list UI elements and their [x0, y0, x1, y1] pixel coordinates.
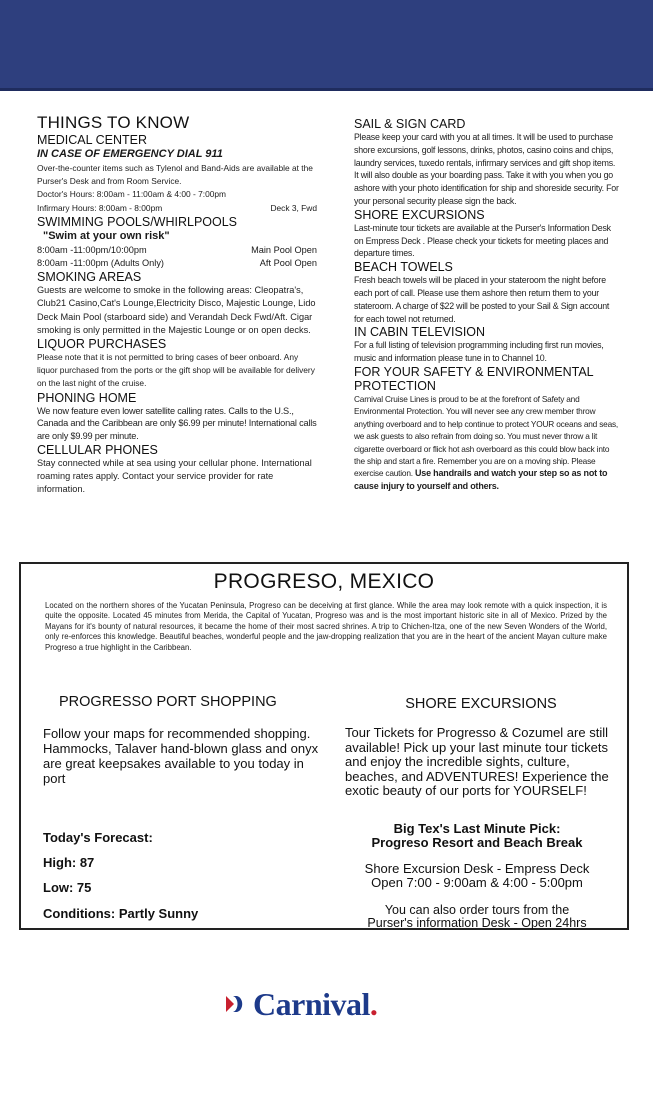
aft-pool-time: 8:00am -11:00pm (Adults Only) — [37, 258, 164, 269]
cabin-tv-title: IN CABIN TELEVISION — [354, 325, 486, 340]
last-minute-pick — [341, 822, 613, 850]
excursion-desk — [341, 862, 613, 890]
pools-quote: "Swim at your own risk" — [43, 229, 170, 242]
pick-line-1: Big Tex's Last Minute Pick: — [393, 821, 561, 836]
port-shopping-title: PROGRESSO PORT SHOPPING — [59, 694, 277, 710]
pools-title: SWIMMING POOLS/WHIRLPOOLS — [37, 214, 238, 229]
infirmary-hours-row — [37, 202, 317, 215]
smoking-title: SMOKING AREAS — [37, 270, 142, 285]
shore-excursions-text: Last-minute tour tickets are available at the Purser's Information Desk on Empress Deck . Please check your tickets for meeting places and departure times. — [354, 222, 611, 259]
infirmary-location: Deck 3, Fwd — [270, 202, 317, 213]
desk-line-1: Shore Excursion Desk - Empress Deck — [364, 861, 590, 876]
cabin-tv-text: For a full listing of television programming including first run movies, music and information please tune in to Channel 10. — [354, 340, 604, 364]
main-pool-label: Main Pool Open — [251, 244, 317, 255]
forecast-high: High: 87 — [43, 855, 95, 870]
pick-line-2: Progreso Resort and Beach Break — [371, 835, 583, 850]
main-pool-time: 8:00am -11:00pm/10:00pm — [37, 244, 147, 255]
safety-title: FOR YOUR SAFETY & ENVIRONMENTAL PROTECTION — [354, 364, 594, 393]
order-line-1: You can also order tours from the — [384, 903, 570, 917]
forecast-label: Today's Forecast: — [43, 830, 153, 845]
order-tours — [341, 904, 613, 930]
beach-towels-title: BEACH TOWELS — [354, 260, 453, 275]
progreso-intro: Located on the northern shores of the Yucatan Peninsula, Progreso can be deceiving at first glance. While the area may look remote with a quick inspection, it is quite the opposite. Located 45 minutes from Merida, the Capital of Yucatan, Progreso was and is the most important historic site in all of Mexico. Prized by the Mayans for it's bounty of natural resources, it became the home of their most sacred shrines. A trip to Chichen-Itza, one of the new Seven Wonders of the World, only re-enforces this knowledge. Beautiful beaches, wonderful people and the jaw-dropping realization that you are in the heart of the ancient Mayan culture make Progreso a true highlight in the Caribbean. — [45, 601, 607, 652]
cellular-text: Stay connected while at sea using your cellular phone. International roaming rates apply. Contact your service provider for rate information. — [37, 458, 312, 495]
port-shopping-text: Follow your maps for recommended shopping. Hammocks, Talaver hand-blown glass and onyx are great keepsakes available to you today in port — [43, 726, 319, 786]
order-line-2: Purser's information Desk - Open 24hrs — [367, 916, 587, 930]
services-column — [354, 117, 620, 492]
medical-center-title: MEDICAL CENTER — [37, 133, 147, 147]
progreso-title: PROGRESO, MEXICO — [213, 570, 435, 593]
carnival-wordmark — [253, 986, 377, 1023]
progreso-excursions-text: Tour Tickets for Progresso & Cozumel are still available! Pick up your last minute tour tickets and enjoy the incredible sights, culture, beaches, and ADVENTURES! Experience the exotic beauty of our ports for YOURSELF! — [345, 725, 609, 798]
doctor-hours: Doctor's Hours: 8:00am - 11:00am & 4:00 - 7:00pm — [37, 189, 227, 200]
desk-line-2: Open 7:00 - 9:00am & 4:00 - 5:00pm — [371, 875, 583, 890]
shore-excursions-title: SHORE EXCURSIONS — [354, 207, 485, 222]
banner-edge — [0, 88, 653, 91]
emergency-notice: IN CASE OF EMERGENCY DIAL 911 — [37, 148, 223, 160]
cellular-title: CELLULAR PHONES — [37, 443, 158, 458]
phoning-title: PHONING HOME — [37, 390, 137, 405]
carnival-funnel-icon — [225, 994, 247, 1014]
top-banner — [0, 0, 653, 90]
liquor-title: LIQUOR PURCHASES — [37, 337, 167, 352]
safety-body: Carnival Cruise Lines is proud to be at the forefront of Safety and Environmental Protection. You will never see any crew member throw anything overboard and to help continue to protect YOUR oceans and seas, we ask guests to also refrain from doing so. You must never throw a lit cigarette overboard or flick hot ash overboard as this could blow back into the ship and start a fire. Remember you are on a moving ship. Please exercise caution. — [354, 393, 619, 479]
safety-text — [354, 393, 620, 492]
liquor-text: Please note that it is not permitted to bring cases of beer onboard. Any liquor purchased from the ports or the gift shop will be available for delivery on the last night of the cruise. — [37, 352, 315, 389]
forecast-low: Low: 75 — [43, 880, 92, 895]
progreso-excursions-title: SHORE EXCURSIONS — [405, 696, 557, 712]
smoking-text: Guests are welcome to smoke in the following areas: Cleopatra's, Club21 Casino,Cat's Lounge,Electricity Disco, Majestic Lounge, Lido Deck Main Pool (starboard side) and Verandah Deck Fwd/Aft. Cigar smoking is only permitted in the Majestic Lounge or on open decks. — [37, 285, 316, 335]
phoning-text: We now feature even lower satellite calling rates. Calls to the U.S., Canada and the Caribbean are only $6.99 per minute! International calls are only $9.99 per minute. — [37, 405, 317, 442]
safety-bold-note: Use handrails and watch your step so as not to cause injury to yourself and others. — [354, 468, 608, 491]
pool-hours-row-1 — [37, 244, 317, 257]
sail-sign-text: Please keep your card with you at all times. It will be used to purchase shore excursions, golf lessons, drinks, photos, casino coins and chips, laundry services, tuxedo rentals, infirmary services and gift shop items. It will also double as your boarding pass. Take it with you when you go ashore with your photo identification for ship and shoreside security. For your personal security please sign the back. — [354, 132, 619, 206]
sail-sign-title: SAIL & SIGN CARD — [354, 117, 466, 131]
aft-pool-label: Aft Pool Open — [259, 258, 317, 269]
carnival-wordmark-text: Carnival — [253, 985, 370, 1022]
forecast-conditions: Conditions: Partly Sunny — [43, 906, 199, 921]
progreso-box — [19, 562, 629, 930]
carnival-wordmark-dot: . — [369, 985, 378, 1022]
things-to-know-column — [37, 113, 317, 497]
pool-hours-row-2 — [37, 257, 317, 270]
medical-text: Over-the-counter items such as Tylenol and Band-Aids are available at the Purser's Desk and from Room Service. — [37, 163, 313, 187]
carnival-logo — [225, 986, 377, 1022]
things-to-know-heading: THINGS TO KNOW — [37, 113, 190, 132]
beach-towels-text: Fresh beach towels will be placed in your stateroom the night before each port of call. Please use them ashore then return them to your stateroom. A charge of $22 will be posted to your Sail & Sign account for each towel not returned. — [354, 275, 610, 324]
infirmary-hours: Infirmary Hours: 8:00am - 8:00pm — [37, 202, 163, 213]
